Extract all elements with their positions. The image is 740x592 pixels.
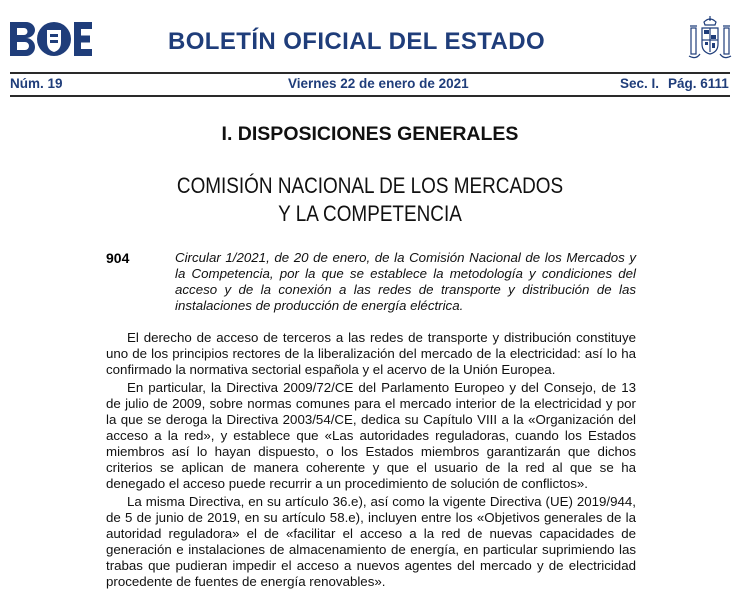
- section-title: I. DISPOSICIONES GENERALES: [221, 123, 519, 145]
- header-rule-top: [10, 72, 730, 74]
- header-rule-bottom: [10, 95, 730, 97]
- entity-line-2: Y LA COMPETENCIA: [278, 201, 462, 226]
- issue-date: Viernes 22 de enero de 2021: [288, 76, 469, 91]
- section-label: Sec. I.: [620, 76, 660, 91]
- coat-of-arms-icon: [688, 16, 732, 62]
- body-paragraph: En particular, la Directiva 2009/72/CE del Parlamento Europeo y del Consejo, de 13 de julio de 2009, sobre normas comunes para el mercado interior de la electricidad y por la que se deroga la Directiva 2003/54/CE, dedica su Capítulo VIII a la «Organización del acceso a la red», y establece que «Las autoridades reguladoras, cuando los Estados miembros así lo hayan dispuesto, o los Estados miembros garantizarán que dichos criterios se aplican de manera coherente y que el usuario de la red al que se ha denegado el acceso puede recurrir a un procedimiento de solución de conflictos».: [106, 380, 636, 491]
- issue-number: Núm. 19: [10, 76, 63, 91]
- issuing-entity: [52, 172, 688, 228]
- body-paragraph: El derecho de acceso de terceros a las redes de transporte y distribución constituye uno de los principios rectores de la liberalización del mercado de la electricidad: así lo ha confirmado la normativa sectorial española y el acervo de la Unión Europea.: [106, 330, 636, 377]
- disposition-number: 904: [106, 250, 130, 266]
- entity-line-1: COMISIÓN NACIONAL DE LOS MERCADOS: [176, 173, 564, 198]
- disposition-title: Circular 1/2021, de 20 de enero, de la Comisión Nacional de los Mercados y la Competencia, por la que se establece la metodología y condiciones del acceso y de la conexión a las redes de transporte y distribución de las instalaciones de producción de energía eléctrica.: [175, 250, 636, 313]
- page-number: Pág. 6111: [668, 76, 729, 91]
- document-body: [106, 330, 636, 592]
- boe-logo: [10, 22, 92, 58]
- gazette-title: BOLETÍN OFICIAL DEL ESTADO: [168, 28, 546, 55]
- body-paragraph: La misma Directiva, en su artículo 36.e), así como la vigente Directiva (UE) 2019/944, de 5 de junio de 2019, en su artículo 58.e), incluyen entre los «Objetivos generales de la autoridad reguladora» el de «facilitar el acceso a la red de nuevas capacidades de generación e instalaciones de almacenamiento de energía, en particular suprimiendo las trabas que pudieran impedir el acceso a nuevos agentes del mercado y de electricidad procedente de fuentes de energía renovables».: [106, 494, 636, 589]
